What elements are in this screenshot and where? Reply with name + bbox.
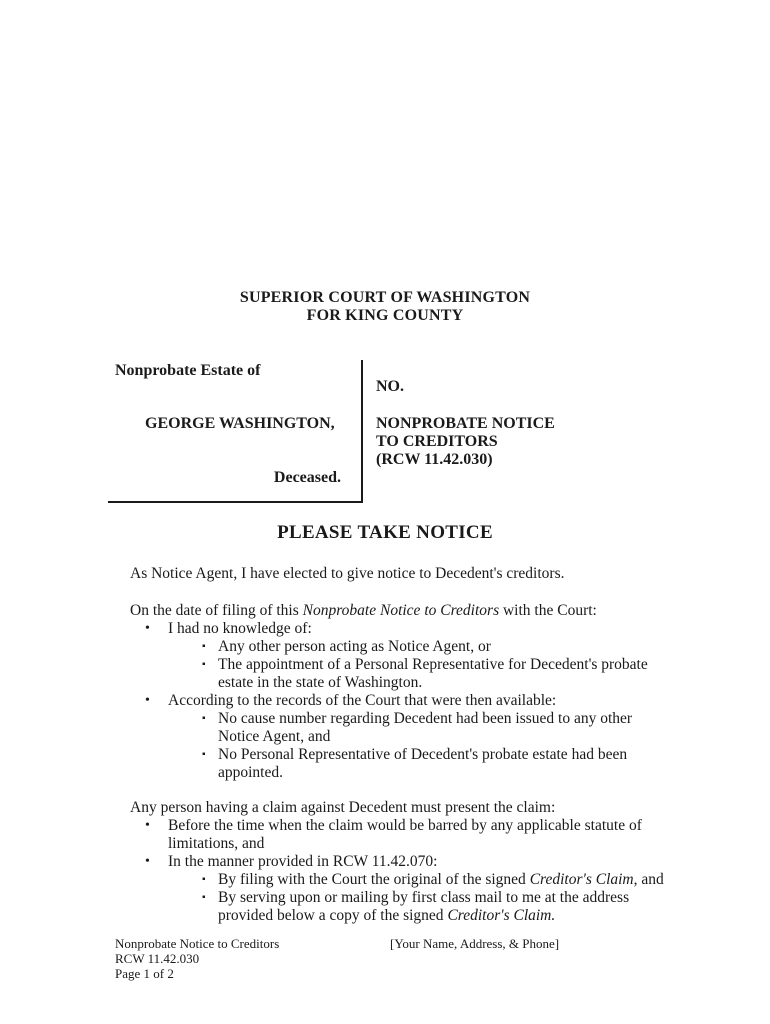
list-item bbox=[130, 656, 670, 692]
list-item bbox=[130, 692, 670, 710]
square-bullet-icon: ▪ bbox=[202, 749, 206, 760]
bullet-icon: • bbox=[145, 818, 150, 833]
caption-party-column bbox=[108, 360, 363, 503]
paragraph-filing-doc-name: Nonprobate Notice to Creditors bbox=[302, 602, 500, 619]
list-item bbox=[130, 638, 670, 656]
list-item-label: I had no knowledge of: bbox=[168, 620, 312, 637]
document-title-line1: NONPROBATE NOTICE bbox=[376, 415, 555, 432]
list-item bbox=[130, 620, 670, 638]
claim-filing-suffix: , and bbox=[633, 871, 664, 888]
square-bullet-icon: ▪ bbox=[202, 659, 206, 670]
footer-attorney-block: [Your Name, Address, & Phone] bbox=[390, 936, 560, 951]
list-item-label bbox=[218, 889, 670, 925]
bullet-icon: • bbox=[145, 621, 150, 636]
paragraph-filing-suffix: with the Court: bbox=[499, 602, 597, 619]
paragraph-claim-intro: Any person having a claim against Decedent must present the claim: bbox=[130, 799, 556, 816]
list-item bbox=[130, 889, 670, 925]
document-title-line2: TO CREDITORS bbox=[376, 433, 498, 450]
list-item-label: Before the time when the claim would be barred by any applicable statute of limitations, and bbox=[168, 817, 642, 852]
deceased-label: Deceased. bbox=[273, 469, 341, 486]
square-bullet-icon: ▪ bbox=[202, 874, 206, 885]
list-item-label: Any other person acting as Notice Agent, or bbox=[218, 638, 491, 655]
square-bullet-icon: ▪ bbox=[202, 713, 206, 724]
bullet-icon: • bbox=[145, 693, 150, 708]
list-item-label bbox=[218, 871, 670, 889]
list-item bbox=[130, 710, 670, 746]
court-header bbox=[0, 289, 770, 325]
document-body bbox=[130, 565, 670, 925]
paragraph-election: As Notice Agent, I have elected to give notice to Decedent's creditors. bbox=[130, 565, 565, 582]
court-name: SUPERIOR COURT OF WASHINGTON bbox=[239, 289, 531, 306]
decedent-name: GEORGE WASHINGTON, bbox=[145, 415, 335, 432]
case-caption bbox=[108, 360, 576, 503]
footer-page-indicator: Page 1 of 2 bbox=[115, 966, 174, 981]
square-bullet-icon: ▪ bbox=[202, 892, 206, 903]
claim-filing-prefix: By filing with the Court the original of the signed bbox=[218, 871, 530, 888]
paragraph-filing-prefix: On the date of filing of this bbox=[130, 602, 303, 619]
notice-heading: PLEASE TAKE NOTICE bbox=[277, 522, 493, 543]
document-title bbox=[376, 415, 576, 469]
document-title-line3: (RCW 11.42.030) bbox=[376, 451, 493, 468]
case-number-label: NO. bbox=[376, 378, 404, 395]
paragraph-filing-date bbox=[130, 602, 670, 620]
caption-title-column bbox=[363, 360, 576, 503]
list-item bbox=[130, 746, 670, 782]
list-item bbox=[130, 871, 670, 889]
list-item-label: According to the records of the Court that were then available: bbox=[168, 692, 557, 709]
claim-mailing-doc-name: Creditor's Claim. bbox=[447, 907, 556, 924]
list-item bbox=[130, 817, 670, 853]
claim-mailing-prefix: By serving upon or mailing by first class mail to me at the address provided below a copy of the signed bbox=[218, 889, 630, 924]
list-item-label: No cause number regarding Decedent had been issued to any other Notice Agent, and bbox=[218, 710, 633, 745]
list-item bbox=[130, 853, 670, 871]
claim-filing-doc-name: Creditor's Claim bbox=[529, 871, 634, 888]
list-item-label: The appointment of a Personal Representative for Decedent's probate estate in the state of Washington. bbox=[218, 656, 648, 691]
bullet-icon: • bbox=[145, 854, 150, 869]
footer-statute: RCW 11.42.030 bbox=[115, 951, 200, 966]
footer-doc-name: Nonprobate Notice to Creditors bbox=[115, 936, 280, 951]
square-bullet-icon: ▪ bbox=[202, 641, 206, 652]
footer-left-block bbox=[115, 936, 279, 981]
list-item-label: No Personal Representative of Decedent's probate estate had been appointed. bbox=[218, 746, 628, 781]
court-county: FOR KING COUNTY bbox=[306, 307, 464, 324]
estate-label: Nonprobate Estate of bbox=[115, 362, 261, 379]
list-item-label: In the manner provided in RCW 11.42.070: bbox=[168, 853, 438, 870]
